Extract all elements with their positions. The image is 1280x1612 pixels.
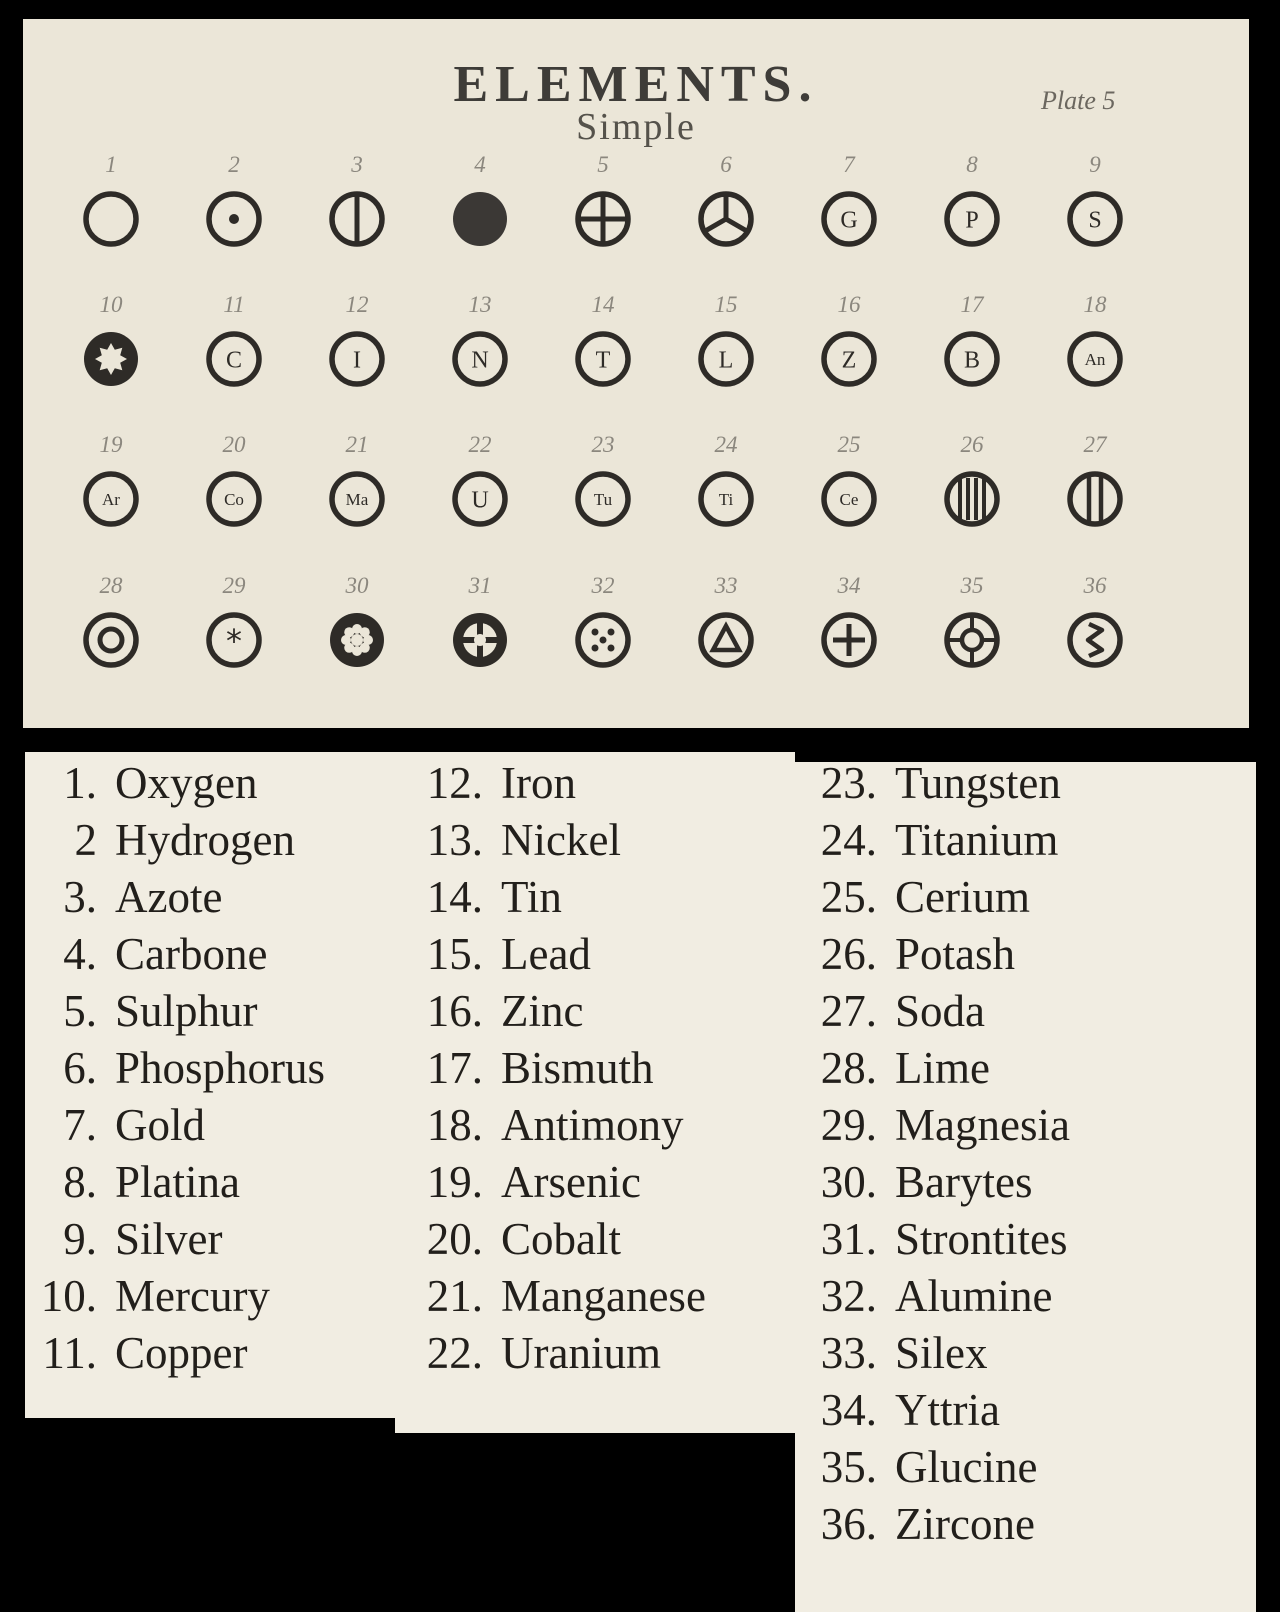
element-list-item	[395, 1214, 621, 1264]
element-symbol-cell	[563, 291, 643, 411]
element-number: 6.	[63, 1043, 97, 1093]
symbol-number: 31	[468, 573, 492, 598]
svg-text:S: S	[1088, 207, 1102, 234]
element-name: Lead	[501, 929, 591, 979]
symbol-number: 5	[597, 152, 609, 177]
element-name: Barytes	[895, 1157, 1033, 1207]
element-name: Phosphorus	[115, 1043, 326, 1093]
element-symbol-cell	[809, 151, 889, 271]
element-symbol-cell	[440, 151, 520, 271]
element-symbol-cell	[194, 572, 274, 692]
lettered-circle-icon	[81, 469, 141, 529]
element-number: 19.	[426, 1157, 483, 1207]
element-number: 9.	[63, 1214, 97, 1264]
symbol-number: 27	[1083, 432, 1107, 457]
element-name: Hydrogen	[115, 815, 295, 865]
element-number: 7.	[63, 1100, 97, 1150]
element-list-item	[795, 872, 1030, 922]
element-name: Tungsten	[895, 758, 1061, 808]
symbol-number: 10	[99, 292, 123, 317]
element-symbol-plate	[23, 19, 1249, 728]
element-number: 22.	[426, 1328, 483, 1378]
svg-text:B: B	[963, 347, 981, 374]
lettered-circle-icon	[819, 469, 879, 529]
element-number: 2	[74, 815, 97, 865]
symbol-number: 30	[345, 573, 369, 598]
svg-text:L: L	[718, 347, 734, 374]
element-list-item	[395, 1100, 684, 1150]
element-name: Lime	[895, 1043, 990, 1093]
lettered-circle-icon	[573, 329, 633, 389]
element-list-item	[395, 1328, 661, 1378]
element-list-item	[795, 758, 1061, 808]
element-name: Zinc	[501, 986, 584, 1036]
symbol-number: 9	[1089, 152, 1101, 177]
element-list-item	[795, 1271, 1052, 1321]
element-number: 1.	[63, 758, 97, 808]
element-symbol-cell	[563, 572, 643, 692]
element-symbol-cell	[71, 151, 151, 271]
svg-text:U: U	[471, 487, 489, 514]
element-number: 17.	[426, 1043, 483, 1093]
element-symbol-cell	[563, 151, 643, 271]
element-list-item	[395, 1043, 654, 1093]
circle-three-spokes-icon	[696, 189, 756, 249]
plate-title: ELEMENTS.	[453, 56, 819, 113]
element-number: 30.	[820, 1157, 877, 1207]
element-name: Gold	[115, 1100, 205, 1150]
element-name: Cobalt	[501, 1214, 621, 1264]
svg-text:I: I	[353, 347, 361, 374]
svg-text:Co: Co	[224, 490, 244, 510]
element-symbol-cell	[71, 431, 151, 551]
element-list-item	[795, 1499, 1035, 1549]
element-name: Bismuth	[501, 1043, 654, 1093]
element-list-item	[395, 758, 576, 808]
symbol-number: 11	[223, 292, 245, 317]
flower-circle-icon	[327, 610, 387, 670]
symbol-number: 3	[351, 152, 363, 177]
symbol-number: 1	[105, 152, 117, 177]
element-name: Uranium	[501, 1328, 661, 1378]
symbol-number: 24	[714, 432, 738, 457]
element-symbol-cell	[317, 572, 397, 692]
symbol-number: 18	[1083, 292, 1107, 317]
element-list-item	[25, 1271, 270, 1321]
element-symbol-cell	[1055, 572, 1135, 692]
lettered-circle-icon	[942, 329, 1002, 389]
svg-text:T: T	[595, 347, 611, 374]
element-number: 12.	[426, 758, 483, 808]
svg-text:Z: Z	[841, 347, 857, 374]
element-list-item	[795, 1328, 988, 1378]
element-name: Platina	[115, 1157, 240, 1207]
element-symbol-cell	[563, 431, 643, 551]
element-number: 20.	[426, 1214, 483, 1264]
element-name: Potash	[895, 929, 1016, 979]
symbol-number: 36	[1083, 573, 1107, 598]
element-name: Silex	[895, 1328, 988, 1378]
element-number: 15.	[426, 929, 483, 979]
symbol-number: 32	[591, 573, 615, 598]
element-list-item	[25, 1157, 240, 1207]
cross-cutout-circle-icon	[450, 610, 510, 670]
element-name: Titanium	[895, 815, 1059, 865]
four-dots-circle-icon	[573, 610, 633, 670]
element-list-item	[795, 815, 1058, 865]
element-number: 23.	[820, 758, 877, 808]
element-symbol-cell	[809, 572, 889, 692]
element-number: 4.	[63, 929, 97, 979]
element-name: Zircone	[895, 1499, 1035, 1549]
element-symbol-cell	[809, 291, 889, 411]
element-list-item	[25, 1100, 205, 1150]
element-name: Glucine	[895, 1442, 1038, 1492]
element-list-column-1	[25, 752, 395, 1418]
symbol-number: 6	[720, 152, 732, 177]
element-number: 33.	[820, 1328, 877, 1378]
element-number: 8.	[63, 1157, 97, 1207]
open-circle-icon	[81, 189, 141, 249]
lettered-circle-icon	[696, 469, 756, 529]
element-name: Iron	[501, 758, 576, 808]
element-name: Copper	[115, 1328, 248, 1378]
element-symbol-cell	[809, 431, 889, 551]
symbol-number: 29	[222, 573, 246, 598]
element-list-item	[395, 1271, 706, 1321]
double-ring-icon	[81, 610, 141, 670]
star-circle-icon	[81, 329, 141, 389]
symbol-number: 2	[228, 152, 240, 177]
element-name: Arsenic	[501, 1157, 641, 1207]
symbol-number: 8	[966, 152, 978, 177]
plate-subtitle: Simple	[576, 106, 696, 148]
symbol-number: 4	[474, 152, 486, 177]
element-symbol-cell	[932, 572, 1012, 692]
triangle-circle-icon	[696, 610, 756, 670]
symbol-number: 14	[591, 292, 615, 317]
element-number: 34.	[820, 1385, 877, 1435]
element-name: Magnesia	[895, 1100, 1070, 1150]
circle-vertical-line-icon	[327, 189, 387, 249]
element-symbol-cell	[1055, 431, 1135, 551]
element-number: 16.	[426, 986, 483, 1036]
symbol-number: 17	[960, 292, 984, 317]
element-list-column-2	[395, 752, 795, 1433]
lettered-circle-icon	[819, 189, 879, 249]
element-number: 36.	[820, 1499, 877, 1549]
element-symbol-cell	[440, 572, 520, 692]
element-list-item	[25, 815, 295, 865]
symbol-number: 20	[222, 432, 246, 457]
element-list-item	[795, 1442, 1037, 1492]
element-list-item	[395, 815, 621, 865]
element-symbol-cell	[71, 572, 151, 692]
element-number: 14.	[426, 872, 483, 922]
lettered-circle-icon	[327, 469, 387, 529]
element-symbol-cell	[440, 431, 520, 551]
lettered-circle-icon	[450, 469, 510, 529]
element-symbol-cell	[440, 291, 520, 411]
symbol-number: 12	[345, 292, 369, 317]
element-symbol-cell	[932, 291, 1012, 411]
element-symbol-cell	[317, 291, 397, 411]
element-number: 25.	[820, 872, 877, 922]
element-list-item	[25, 1328, 247, 1378]
element-name: Soda	[895, 986, 985, 1036]
symbol-number: 21	[345, 432, 369, 457]
element-symbol-cell	[686, 151, 766, 271]
symbol-number: 15	[714, 292, 738, 317]
symbol-number: 16	[837, 292, 861, 317]
lettered-circle-icon	[1065, 189, 1125, 249]
svg-text:P: P	[965, 207, 979, 234]
element-symbol-cell	[194, 151, 274, 271]
element-symbol-cell	[686, 572, 766, 692]
element-list-item	[795, 1157, 1032, 1207]
lettered-circle-icon	[942, 189, 1002, 249]
lettered-circle-icon	[573, 469, 633, 529]
element-list-item	[795, 929, 1015, 979]
filled-circle-icon	[450, 189, 510, 249]
svg-text:*: *	[226, 622, 242, 660]
element-list-item	[25, 1043, 325, 1093]
element-name: Manganese	[501, 1271, 706, 1321]
element-list-item	[395, 1157, 641, 1207]
circle-cross-icon	[573, 189, 633, 249]
asterisk-circle-icon	[204, 610, 264, 670]
squiggle-circle-icon	[1065, 610, 1125, 670]
symbol-number: 19	[99, 432, 123, 457]
element-number: 10.	[40, 1271, 97, 1321]
lettered-circle-icon	[696, 329, 756, 389]
element-number: 26.	[820, 929, 877, 979]
element-name: Tin	[501, 872, 562, 922]
element-name: Carbone	[115, 929, 268, 979]
element-number: 35.	[820, 1442, 877, 1492]
element-list-item	[25, 1214, 223, 1264]
element-number: 31.	[820, 1214, 877, 1264]
symbol-number: 28	[99, 573, 123, 598]
circle-four-lines-icon	[942, 469, 1002, 529]
symbol-number: 7	[843, 152, 855, 177]
svg-text:C: C	[225, 347, 243, 374]
element-symbol-cell	[686, 291, 766, 411]
element-number: 21.	[426, 1271, 483, 1321]
element-number: 28.	[820, 1043, 877, 1093]
element-name: Oxygen	[115, 758, 258, 808]
symbol-number: 35	[960, 573, 984, 598]
lettered-circle-icon	[204, 329, 264, 389]
element-name: Cerium	[895, 872, 1030, 922]
element-symbol-cell	[1055, 151, 1135, 271]
symbol-number: 25	[837, 432, 861, 457]
element-list-item	[25, 758, 257, 808]
element-list-item	[25, 929, 267, 979]
element-symbol-cell	[317, 151, 397, 271]
element-number: 32.	[820, 1271, 877, 1321]
element-list-item	[795, 1043, 990, 1093]
element-name: Silver	[115, 1214, 223, 1264]
lettered-circle-icon	[204, 469, 264, 529]
svg-text:Ma: Ma	[345, 490, 369, 510]
element-number: 5.	[63, 986, 97, 1036]
element-number: 3.	[63, 872, 97, 922]
element-list-item	[395, 986, 583, 1036]
element-symbol-cell	[194, 291, 274, 411]
lettered-circle-icon	[327, 329, 387, 389]
symbol-number: 33	[714, 573, 738, 598]
plate-number-label: Plate 5	[1041, 86, 1116, 115]
element-symbol-cell	[686, 431, 766, 551]
symbol-number: 22	[468, 432, 492, 457]
element-name: Alumine	[895, 1271, 1053, 1321]
lettered-circle-icon	[450, 329, 510, 389]
svg-text:G: G	[840, 207, 858, 234]
element-number: 24.	[820, 815, 877, 865]
element-list-item	[395, 929, 591, 979]
element-name: Yttria	[895, 1385, 1000, 1435]
element-list-item	[795, 1385, 1000, 1435]
svg-text:N: N	[471, 347, 489, 374]
svg-text:Tu: Tu	[593, 490, 613, 510]
element-name: Sulphur	[115, 986, 258, 1036]
svg-text:Ar: Ar	[102, 490, 120, 510]
diamond-ring-circle-icon	[942, 610, 1002, 670]
element-list-item	[25, 872, 222, 922]
symbol-number: 13	[468, 292, 492, 317]
element-number: 18.	[426, 1100, 483, 1150]
element-name: Nickel	[501, 815, 621, 865]
symbol-number: 26	[960, 432, 984, 457]
element-list-item	[395, 872, 562, 922]
element-symbol-cell	[71, 291, 151, 411]
element-symbol-cell	[1055, 291, 1135, 411]
circle-dot-icon	[204, 189, 264, 249]
element-list-item	[25, 986, 258, 1036]
element-symbol-cell	[932, 431, 1012, 551]
svg-text:Ce: Ce	[839, 490, 859, 510]
element-name: Azote	[115, 872, 223, 922]
element-symbol-cell	[194, 431, 274, 551]
plus-circle-icon	[819, 610, 879, 670]
element-number: 11.	[42, 1328, 97, 1378]
svg-text:Ti: Ti	[718, 490, 734, 510]
element-name: Mercury	[115, 1271, 270, 1321]
svg-text:An: An	[1084, 350, 1106, 370]
element-list-column-3	[795, 758, 1256, 1612]
element-symbol-cell	[317, 431, 397, 551]
element-name: Antimony	[501, 1100, 684, 1150]
circle-two-lines-icon	[1065, 469, 1125, 529]
symbol-number: 34	[837, 573, 861, 598]
element-name: Strontites	[895, 1214, 1068, 1264]
element-list-item	[795, 1100, 1070, 1150]
element-list-item	[795, 986, 985, 1036]
element-list-item	[795, 1214, 1068, 1264]
element-number: 13.	[426, 815, 483, 865]
symbol-number: 23	[591, 432, 615, 457]
lettered-circle-icon	[819, 329, 879, 389]
lettered-circle-icon	[1065, 329, 1125, 389]
element-symbol-cell	[932, 151, 1012, 271]
element-number: 29.	[820, 1100, 877, 1150]
element-number: 27.	[820, 986, 877, 1036]
